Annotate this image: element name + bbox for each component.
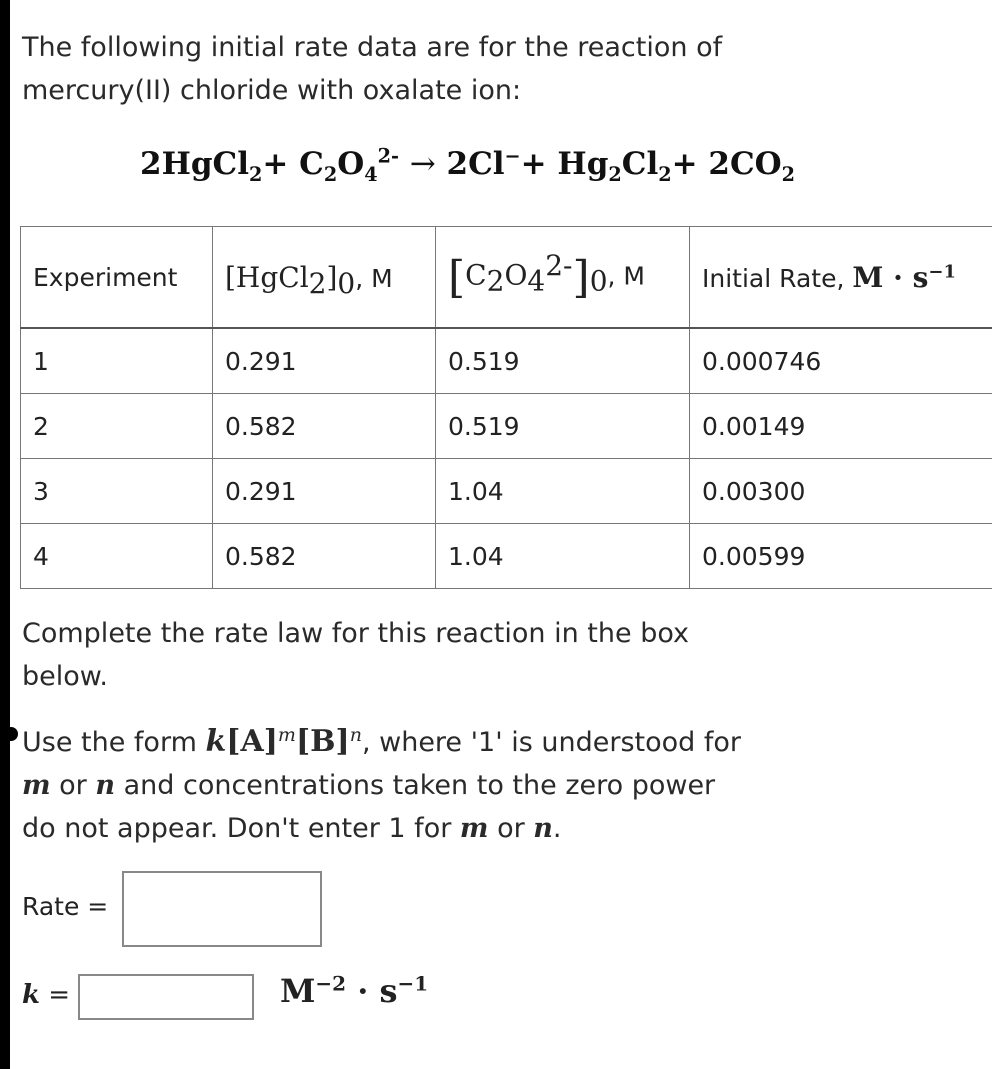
rate-input[interactable]: [122, 871, 322, 947]
form-prefix: Use the form: [22, 727, 206, 758]
header-experiment: Experiment: [21, 227, 213, 329]
hgcl2-close: ]: [326, 260, 338, 294]
form-instructions: [22, 720, 741, 850]
eq-sub: 2: [608, 163, 622, 187]
form-b: [B]: [295, 724, 350, 759]
instructions-line-2: below.: [22, 661, 108, 692]
k-equals: =: [40, 980, 71, 1010]
ox-sub2: 4: [527, 264, 546, 297]
hgcl2-unit: , M: [355, 263, 393, 293]
k-input[interactable]: [78, 974, 254, 1020]
eq-co2: 2CO: [708, 146, 782, 182]
eq-plus: +: [520, 146, 547, 182]
line4-rest: and concentrations taken to the zero power: [115, 770, 716, 801]
line4-n: n: [95, 770, 116, 801]
ox-sub: 2: [486, 264, 505, 297]
left-bracket: [: [448, 251, 466, 303]
ox-sup: 2-: [545, 248, 573, 282]
hgcl2-sub: 2: [308, 266, 327, 300]
eq-sub: 4: [364, 163, 378, 187]
cell-hgcl2: 0.582: [213, 524, 436, 589]
eq-hgcl2: 2HgCl: [140, 146, 249, 182]
cell-oxalate: 0.519: [436, 328, 690, 394]
cell-exp: 3: [21, 459, 213, 524]
k-label: [22, 980, 70, 1010]
rate-data-table: [20, 226, 992, 589]
k-unit-dot-s: · s: [346, 972, 398, 1010]
eq-plus: +: [671, 146, 698, 182]
form-line-2: [22, 764, 741, 807]
cell-rate: 0.000746: [690, 328, 992, 394]
header-oxalate: [436, 227, 690, 329]
eq-hg: Hg: [557, 146, 609, 182]
table-row: [21, 524, 992, 589]
ox-c: C: [465, 258, 487, 291]
table-row: [21, 459, 992, 524]
line5-or: or: [488, 813, 534, 844]
left-edge-bar: [0, 0, 10, 1069]
eq-sub: 2: [323, 163, 338, 187]
cell-exp: 1: [21, 328, 213, 394]
ox-o: O: [504, 258, 528, 291]
intro-line-2: mercury(II) chloride with oxalate ion:: [22, 75, 522, 106]
rate-unit-sup: −1: [928, 261, 956, 283]
cell-hgcl2: 0.291: [213, 459, 436, 524]
rate-label: Rate =: [22, 892, 109, 921]
form-k: k: [205, 724, 227, 759]
eq-cl2: Cl: [621, 146, 659, 182]
line5-end: .: [552, 813, 562, 844]
cell-exp: 2: [21, 394, 213, 459]
eq-sub: 2: [781, 163, 795, 187]
eq-cl: 2Cl: [446, 146, 505, 182]
ox-unit: , M: [607, 261, 645, 290]
header-hgcl2: [213, 227, 436, 329]
eq-c: C: [299, 146, 324, 182]
table-row: [21, 394, 992, 459]
k-unit-m-sup: −2: [315, 971, 347, 996]
instructions-line-1: Complete the rate law for this reaction in the box: [22, 618, 689, 649]
eq-sup: 2-: [377, 144, 399, 168]
cell-hgcl2: 0.582: [213, 394, 436, 459]
cell-oxalate: 1.04: [436, 459, 690, 524]
cell-exp: 4: [21, 524, 213, 589]
table-row: [21, 328, 992, 394]
line5-n: n: [533, 813, 553, 844]
k-unit-m: M: [280, 972, 316, 1010]
form-m: m: [277, 724, 296, 746]
eq-arrow: →: [409, 146, 436, 182]
eq-sub: 2: [658, 163, 672, 187]
eq-o: O: [337, 146, 365, 182]
eq-sup: −: [504, 144, 521, 168]
rate-label-text: Initial Rate,: [702, 263, 853, 293]
intro-line-1: The following initial rate data are for the reaction of: [22, 32, 723, 63]
intro-text: [22, 26, 722, 112]
cell-rate: 0.00599: [690, 524, 992, 589]
form-line-1: [22, 720, 741, 764]
instructions-text: [22, 612, 689, 698]
cell-hgcl2: 0.291: [213, 328, 436, 394]
hgcl2-text: [HgCl: [225, 260, 309, 294]
form-line-3: [22, 807, 741, 850]
k-unit-s-sup: −1: [397, 971, 429, 996]
cell-rate: 0.00300: [690, 459, 992, 524]
form-a: [A]: [226, 724, 278, 759]
line5-a: do not appear. Don't enter 1 for: [22, 813, 460, 844]
cell-oxalate: 1.04: [436, 524, 690, 589]
k-unit: [280, 972, 428, 1010]
line4-m: m: [22, 770, 51, 801]
header-initial-rate: [690, 227, 992, 329]
eq-plus: +: [262, 146, 289, 182]
line4-or: or: [50, 770, 96, 801]
table-header-row: [21, 227, 992, 329]
eq-sub: 2: [248, 163, 263, 187]
reaction-equation: [140, 144, 900, 187]
bullet-dot-icon: [4, 727, 18, 741]
form-n: n: [349, 724, 362, 746]
right-bracket: ]: [572, 251, 590, 303]
ox-zero: 0: [589, 264, 608, 297]
cell-oxalate: 0.519: [436, 394, 690, 459]
form-suffix: , where '1' is understood for: [361, 727, 741, 758]
k-symbol: k: [22, 980, 41, 1010]
cell-rate: 0.00149: [690, 394, 992, 459]
hgcl2-zero: 0: [337, 266, 356, 300]
line5-m: m: [459, 813, 489, 844]
rate-unit: M · s: [852, 260, 929, 294]
